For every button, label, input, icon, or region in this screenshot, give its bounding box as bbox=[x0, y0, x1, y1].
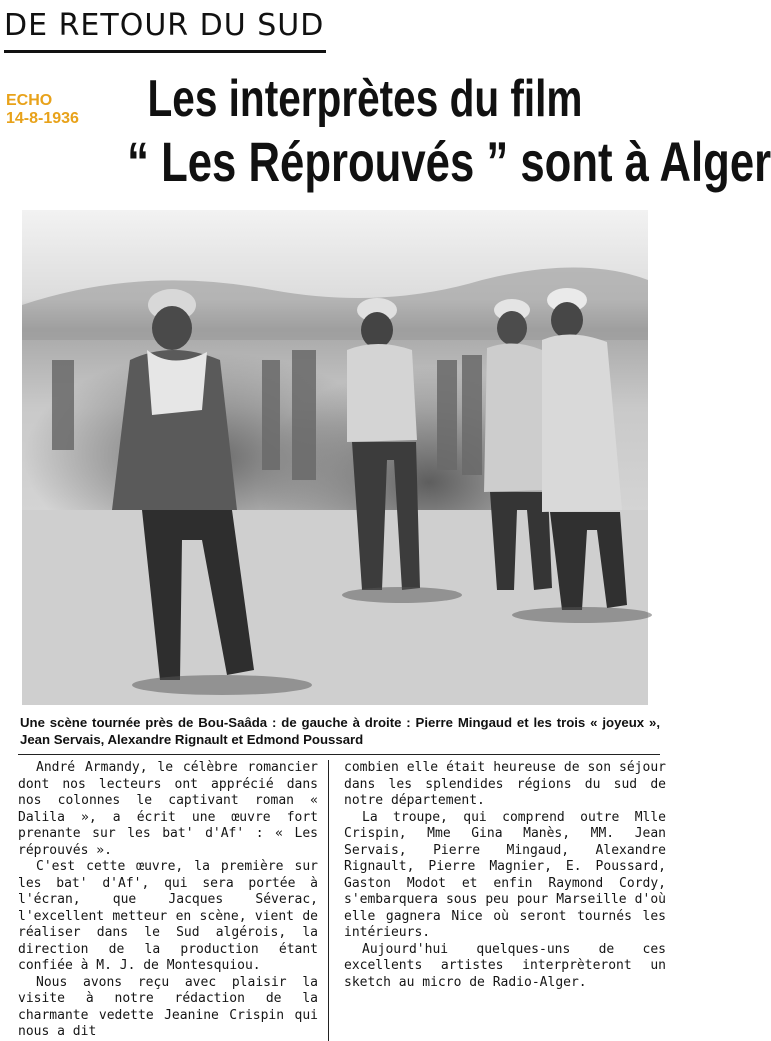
column-top-rule bbox=[18, 754, 660, 755]
article-paragraph: Nous avons reçu avec plaisir la visite à notre rédaction de la charmante vedette Jeanine Crispin qui nous a dit bbox=[18, 974, 318, 1039]
photo-caption: Une scène tournée près de Bou-Saâda : de gauche à droite : Pierre Mingaud et les trois « joyeux », Jean Servais, Alexandre Rignault et Edmond Poussard bbox=[20, 715, 660, 747]
section-rubric: DE RETOUR DU SUD bbox=[4, 6, 326, 53]
headline-line-2: “ Les Réprouvés ” sont à Alger bbox=[127, 130, 771, 193]
article-paragraph: La troupe, qui comprend outre Mlle Crispin, Mme Gina Manès, MM. Jean Servais, Pierre Mingaud, Alexandre Rignault, Pierre Magnier, E. Poussard, Gaston Modot et enfin Raymond Cordy, s'embarquera sous peu pour Marseille d'où elle gagnera Nice où seront tournés les intérieurs. bbox=[344, 809, 666, 940]
stamp-date: 14-8-1936 bbox=[6, 110, 79, 127]
article-paragraph: C'est cette œuvre, la première sur les bat' d'Af', qui sera portée à l'écran, que Jacques Séverac, l'excellent metteur en scène, vient de réaliser dans le Sud algérois, la direction de la production étant confiée à M. J. de Montesquiou. bbox=[18, 859, 318, 973]
article-paragraph: combien elle était heureuse de son séjour dans les splendides régions du sud de notre département. bbox=[344, 760, 666, 808]
archive-stamp bbox=[6, 92, 79, 128]
article-paragraph: André Armandy, le célèbre romancier dont nos lecteurs ont apprécié dans nos colonnes le captivant roman « Dalila », a écrit une œuvre fort prenante sur les bat' d'Af' : « Les réprouvés ». bbox=[18, 760, 318, 858]
stamp-source: ECHO bbox=[6, 92, 53, 109]
article-column-right bbox=[344, 760, 666, 991]
article-column-left bbox=[18, 760, 329, 1041]
photo-soldiers-desert bbox=[22, 210, 648, 705]
headline bbox=[127, 68, 771, 194]
article-paragraph: Aujourd'hui quelques-uns de ces excellents artistes interprèteront un sketch au micro de Radio-Alger. bbox=[344, 941, 666, 990]
headline-line-1: Les interprètes du film bbox=[147, 70, 583, 128]
news-photo bbox=[22, 210, 648, 705]
